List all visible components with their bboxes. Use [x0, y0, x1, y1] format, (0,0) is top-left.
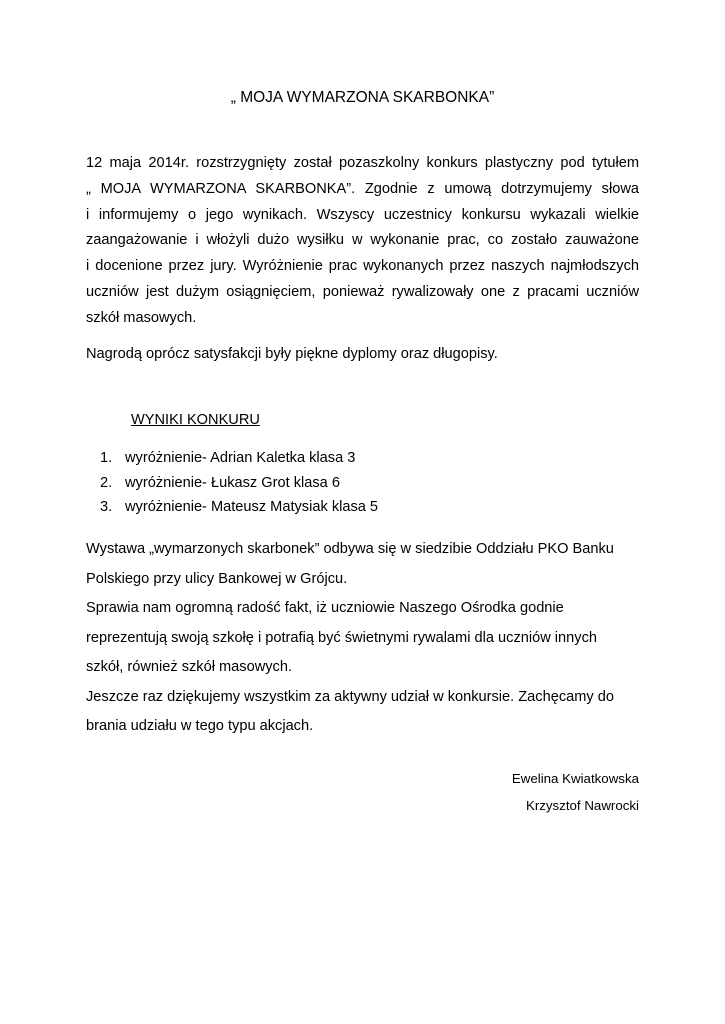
closing-line: Polskiego przy ulicy Bankowej w Grójcu. [86, 570, 348, 587]
closing-paragraphs [86, 535, 646, 742]
closing-line: Sprawia nam ogromną radość fakt, iż uczniowie Naszego Ośrodka godnie [86, 600, 564, 616]
intro-paragraph [86, 151, 639, 332]
list-item-number: 2. [100, 474, 113, 491]
closing-line: Wystawa „wymarzonych skarbonek” odbywa się w siedzibie Oddziału PKO Banku [86, 541, 614, 557]
intro-line: uczniów jest dużym osiągnięciem, ponieważ rywalizowały one z pracami uczniów [86, 283, 639, 300]
results-list [100, 446, 378, 520]
intro-line: szkół masowych. [86, 309, 197, 326]
list-item-text: wyróżnienie- Łukasz Grot klasa 6 [125, 474, 340, 491]
list-item-number: 1. [100, 450, 113, 466]
signature-name: Ewelina Kwiatkowska [511, 771, 639, 786]
signature-name: Krzysztof Nawrocki [525, 798, 639, 813]
prize-paragraph: Nagrodą oprócz satysfakcji były piękne dyplomy oraz długopisy. [86, 346, 498, 362]
closing-line: brania udziału w tego typu akcjach. [86, 718, 314, 734]
signature-block [512, 765, 639, 819]
intro-line: „ MOJA WYMARZONA SKARBONKA”. Zgodnie z umową dotrzymujemy słowa [86, 180, 639, 197]
list-item [100, 471, 378, 496]
list-item-text: wyróżnienie- Adrian Kaletka klasa 3 [125, 450, 356, 466]
list-item-text: wyróżnienie- Mateusz Matysiak klasa 5 [125, 499, 379, 515]
intro-line: i informujemy o jego wynikach. Wszyscy uczestnicy konkursu wykazali wielkie [86, 206, 639, 223]
closing-line: reprezentują swoją szkołę i potrafią być świetnymi rywalami dla uczniów innych [86, 629, 597, 646]
list-item [100, 495, 378, 520]
results-heading: WYNIKI KONKURU [131, 412, 260, 428]
intro-line: 12 maja 2014r. rozstrzygnięty został pozaszkolny konkurs plastyczny pod tytułem [86, 155, 639, 171]
closing-line: Jeszcze raz dziękujemy wszystkim za aktywny udział w konkursie. Zachęcamy do [86, 688, 614, 705]
list-item [100, 446, 378, 471]
intro-line: i docenione przez jury. Wyróżnienie prac wykonanych przez naszych najmłodszych [86, 258, 639, 275]
intro-line: zaangażowanie i włożyli dużo wysiłku w wykonanie prac, co zostało zauważone [86, 232, 639, 249]
closing-line: szkół, również szkół masowych. [86, 659, 292, 675]
document-title: „ MOJA WYMARZONA SKARBONKA” [230, 89, 495, 106]
list-item-number: 3. [100, 499, 113, 515]
